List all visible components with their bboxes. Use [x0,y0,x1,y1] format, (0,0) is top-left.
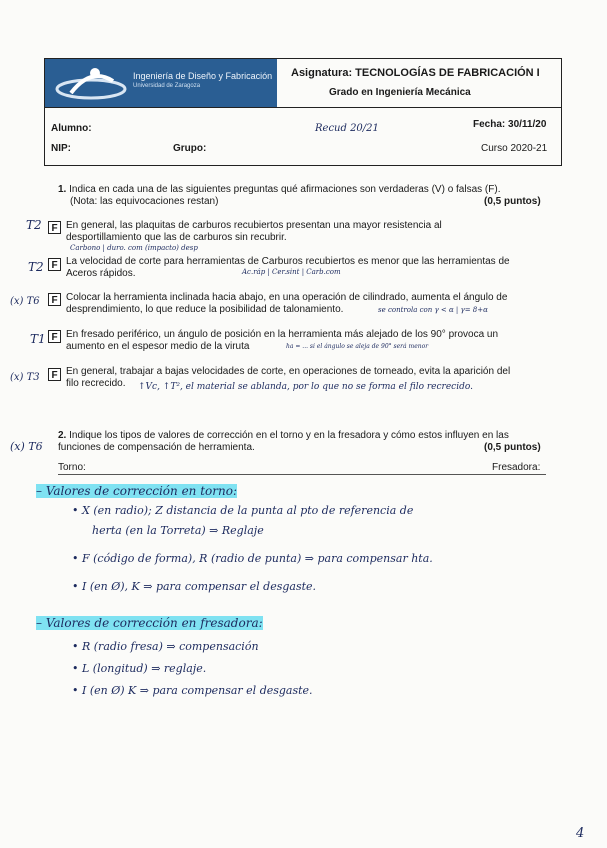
mill-heading: – Valores de corrección en fresadora: [36,616,263,630]
mill-line-2: • L (longitud) ⇒ reglaje. [72,662,207,675]
lathe-line-1: • X (en radio); Z distancia de la punta al pto de referencia de [72,504,414,517]
question-1-text-b: (Nota: las equivocaciones restan) [70,196,219,207]
question-2-margin-note: (x) T6 [10,440,43,453]
item-2-answer-box[interactable]: F [48,258,61,271]
exam-header [44,58,562,166]
nip-label: NIP: [51,143,71,154]
item-5-margin-note: (x) T3 [10,372,40,383]
question-2-text-a: Indique los tipos de valores de corrección en el torno y en la fresadora y cómo estos influyen en las [69,430,509,441]
mill-line-3: • I (en Ø) K ⇒ para compensar el desgaste. [72,684,313,697]
item-5-line-1: En general, trabajar a bajas velocidades de corte, en operaciones de torneado, evita la aparición del [66,366,511,377]
lathe-heading: – Valores de corrección en torno: [36,484,237,498]
item-4-margin-note: T1 [30,332,46,346]
item-3-margin-note: (x) T6 [10,296,40,307]
page-number: 4 [576,826,585,841]
item-4-line-2: aumento en el espesor medio de la viruta [66,341,250,352]
item-3-line-1: Colocar la herramienta inclinada hacia abajo, en una operación de cilindrado, aumenta el ángulo de [66,292,508,303]
course-label: Curso 2020-21 [481,143,548,154]
logo-subtitle: Universidad de Zaragoza [133,83,201,89]
header-handwritten-note: Recud 20/21 [315,123,379,134]
item-2-handwritten-note: Ac.ráp | Cer.sint | Carb.com [242,268,341,276]
item-3-answer-box[interactable]: F [48,293,61,306]
degree-title: Grado en Ingeniería Mecánica [329,87,471,98]
logo-title: Ingeniería de Diseño y Fabricación [133,71,273,81]
item-3-line-2: desprendimiento, lo que reduce la posibilidad de talonamiento. [66,304,344,315]
question-1-prompt [58,184,548,196]
question-2-prompt [58,430,548,442]
question-2-text-b: funciones de compensación de herramienta. [58,442,255,453]
item-3-handwritten-note: se controla con γ < α | γ= 8+α [378,306,488,314]
item-4-line-1: En fresado periférico, un ángulo de posición en la herramienta más alejado de los 90° provoca un [66,329,499,340]
date-label: Fecha: 30/11/20 [473,119,547,130]
header-divider [45,107,561,108]
mill-line-1: • R (radio fresa) ⇒ compensación [72,640,259,653]
item-1-margin-note: T2 [26,218,42,232]
item-4-handwritten-note: ha = ... si el ángulo se aleja de 90° será menor [286,343,429,350]
item-2-margin-note: T2 [28,260,44,274]
student-label: Alumno: [51,123,92,134]
subject-title: Asignatura: TECNOLOGÍAS DE FABRICACIÓN I [291,67,540,79]
item-5-handwritten-note: ↑Vc, ↑T², el material se ablanda, por lo que no se forma el filo recrecido. [138,382,473,392]
question-2-number: 2. [58,430,67,441]
question-1-number: 1. [58,184,67,195]
item-1-handwritten-note: Carbono | duro. com (impacto) desp [70,244,198,252]
lathe-line-4: • I (en Ø), K ⇒ para compensar el desgaste. [72,580,317,593]
item-1-line-1: En general, las plaquitas de carburos recubiertos presentan una mayor resistencia al [66,220,442,231]
item-1-answer-box[interactable]: F [48,221,61,234]
question-2-points: (0,5 puntos) [484,442,541,453]
item-1-line-2: desportillamiento que las de carburos sin recubrir. [66,232,287,243]
mill-label: Fresadora: [492,462,541,473]
question-1-points: (0,5 puntos) [484,196,541,207]
university-logo [45,59,277,107]
group-label: Grupo: [173,143,207,154]
answer-separator-line [58,474,546,475]
item-2-line-2: Aceros rápidos. [66,268,136,279]
logo-emblem-icon [51,59,131,107]
item-5-line-2: filo recrecido. [66,378,126,389]
item-2-line-1: La velocidad de corte para herramientas de Carburos recubiertos es menor que las herramientas de [66,256,510,267]
question-1-text-a: Indica en cada una de las siguientes preguntas qué afirmaciones son verdaderas (V) o falsas (F). [69,184,501,195]
item-4-answer-box[interactable]: F [48,330,61,343]
item-5-answer-box[interactable]: F [48,368,61,381]
lathe-line-3: • F (código de forma), R (radio de punta) ⇒ para compensar hta. [72,552,433,565]
lathe-label: Torno: [58,462,86,473]
lathe-line-2: herta (en la Torreta) ⇒ Reglaje [92,524,264,537]
